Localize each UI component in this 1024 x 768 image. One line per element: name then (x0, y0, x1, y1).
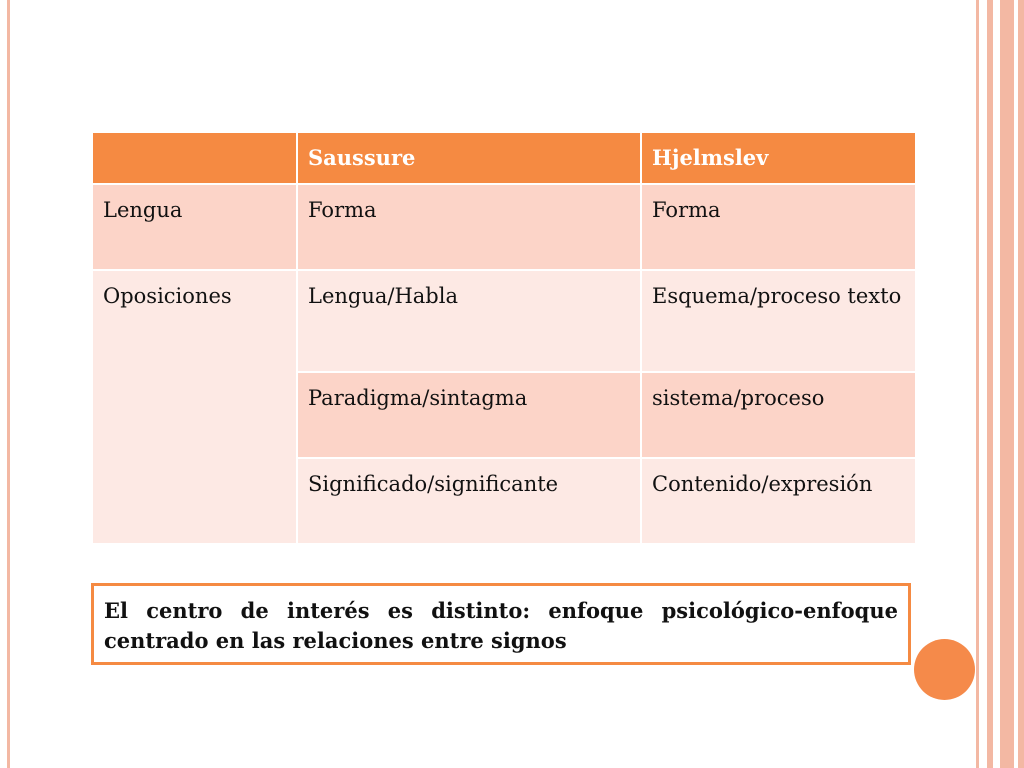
table-cell: Forma (298, 185, 642, 271)
table-cell: sistema/proceso (642, 373, 915, 459)
table-cell: Esquema/proceso texto (642, 271, 915, 373)
decorative-circle (914, 639, 975, 700)
table-cell: Paradigma/sintagma (298, 373, 642, 459)
slide-frame-right-line (1018, 0, 1024, 768)
table-cell: Contenido/expresión (642, 459, 915, 545)
header-saussure: Saussure (298, 133, 642, 185)
table-cell: Lengua (93, 185, 298, 271)
comparison-table (93, 133, 915, 545)
slide-frame-right-line (987, 0, 993, 768)
header-empty-cell (93, 133, 298, 185)
table-cell: Significado/significante (298, 459, 642, 545)
table-header-row (93, 133, 915, 185)
slide-frame-right-line (976, 0, 979, 768)
table-row (93, 185, 915, 271)
slide-frame-right-band (1000, 0, 1014, 768)
slide-frame-left (7, 0, 10, 768)
table-cell-merged: Oposiciones (93, 271, 298, 545)
header-hjelmslev: Hjelmslev (642, 133, 915, 185)
table-cell: Lengua/Habla (298, 271, 642, 373)
table-row (93, 271, 915, 373)
table-cell: Forma (642, 185, 915, 271)
note-box: El centro de interés es distinto: enfoque psicológico-enfoque centrado en las relaciones entre signos (91, 583, 911, 665)
